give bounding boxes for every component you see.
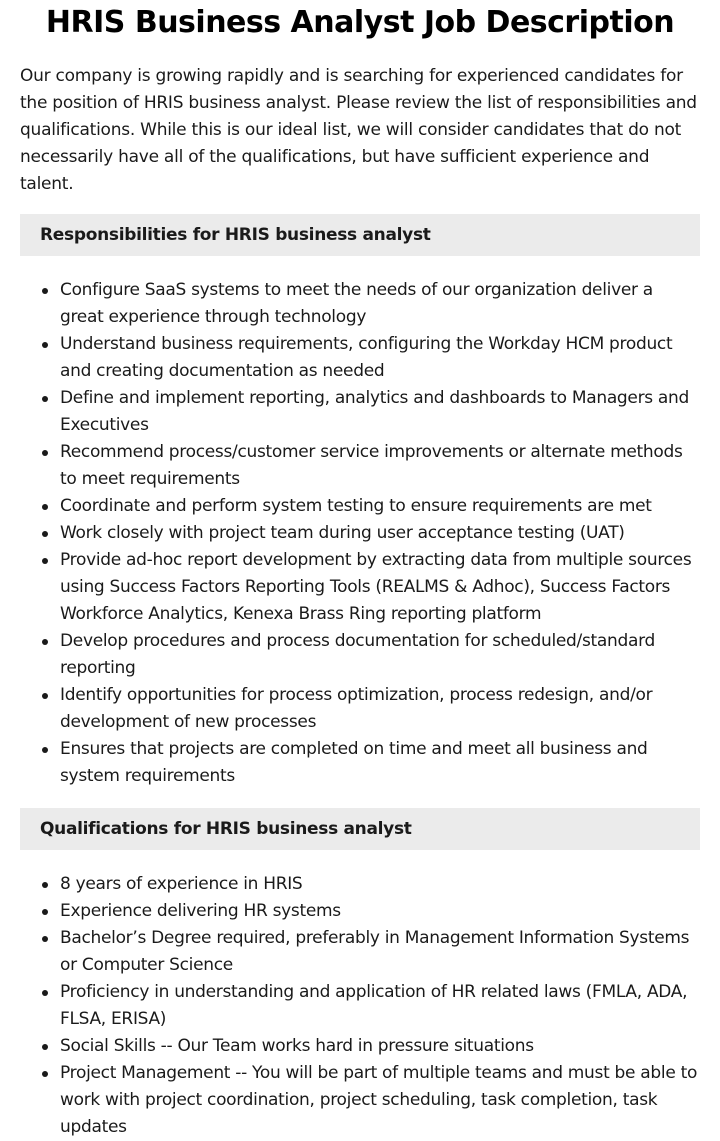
list-item: Social Skills -- Our Team works hard in pressure situations — [60, 1033, 700, 1060]
list-item: Provide ad-hoc report development by extracting data from multiple sources using Success Factors Reporting Tools (REALMS & Adhoc), Success Factors Workforce Analytics, Kenexa Brass Ring reporting platform — [60, 547, 700, 628]
list-item: Proficiency in understanding and application of HR related laws (FMLA, ADA, FLSA, ERISA) — [60, 979, 700, 1033]
list-item: Identify opportunities for process optimization, process redesign, and/or development of new processes — [60, 682, 700, 736]
intro-paragraph: Our company is growing rapidly and is searching for experienced candidates for the position of HRIS business analyst. Please review the list of responsibilities and qualifications. While this is our ideal list, we will consider candidates that do not necessarily have all of the qualifications, but have sufficient experience and talent. — [20, 66, 697, 194]
list-item: Understand business requirements, configuring the Workday HCM product and creating documentation as needed — [60, 331, 700, 385]
list-item: Develop procedures and process documentation for scheduled/standard reporting — [60, 628, 700, 682]
list-item: Project Management -- You will be part of multiple teams and must be able to work with project coordination, project scheduling, task completion, task updates — [60, 1060, 700, 1141]
qualifications-list — [20, 871, 700, 1141]
responsibilities-heading: Responsibilities for HRIS business analyst — [20, 214, 700, 256]
qualifications-heading: Qualifications for HRIS business analyst — [20, 808, 700, 850]
responsibilities-list — [20, 277, 700, 790]
list-item: Ensures that projects are completed on time and meet all business and system requirements — [60, 736, 700, 790]
page-title: HRIS Business Analyst Job Description — [45, 5, 675, 40]
list-item: Recommend process/customer service improvements or alternate methods to meet requirements — [60, 439, 700, 493]
list-item: 8 years of experience in HRIS — [60, 871, 700, 898]
list-item: Configure SaaS systems to meet the needs of our organization deliver a great experience through technology — [60, 277, 700, 331]
list-item: Coordinate and perform system testing to ensure requirements are met — [60, 493, 700, 520]
list-item: Define and implement reporting, analytics and dashboards to Managers and Executives — [60, 385, 700, 439]
list-item: Bachelor’s Degree required, preferably in Management Information Systems or Computer Science — [60, 925, 700, 979]
list-item: Experience delivering HR systems — [60, 898, 700, 925]
list-item: Work closely with project team during user acceptance testing (UAT) — [60, 520, 700, 547]
